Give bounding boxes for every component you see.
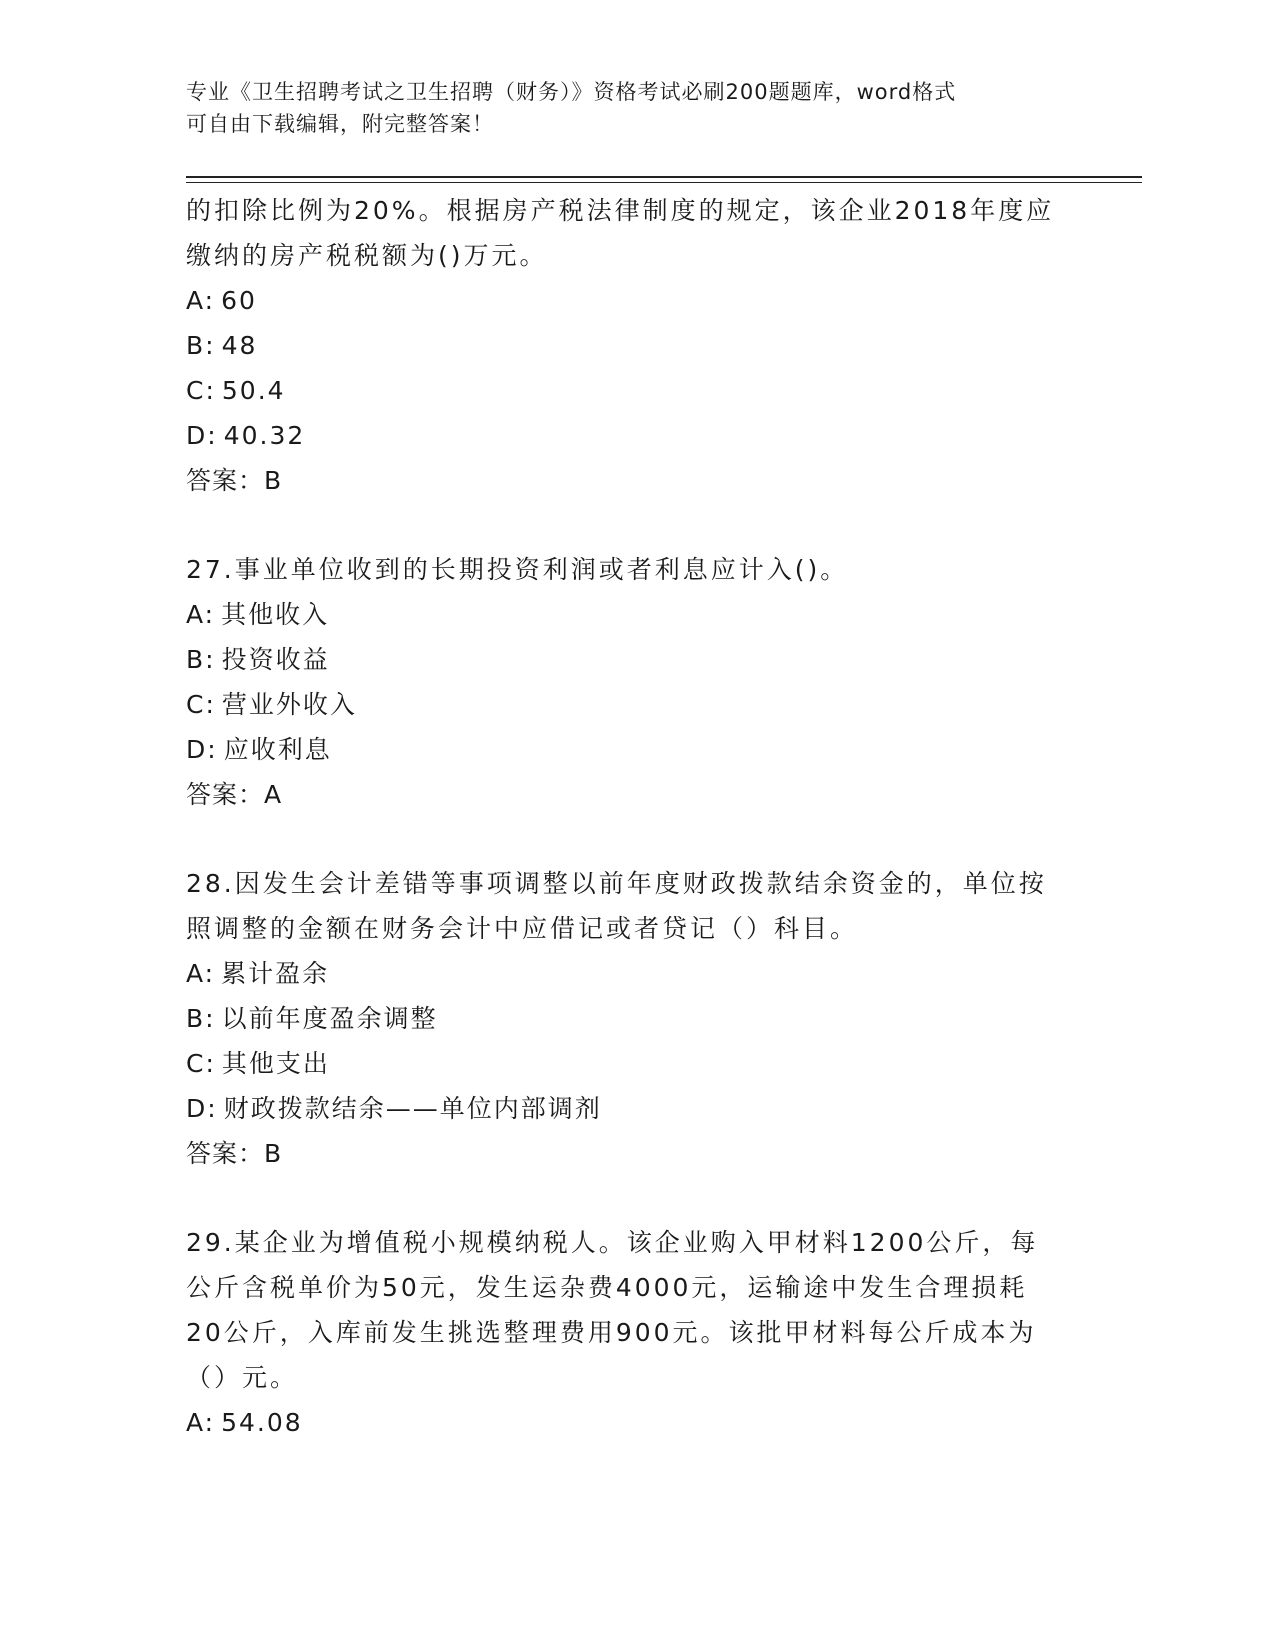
question-text-line: 20公斤，入库前发生挑选整理费用900元。该批甲材料每公斤成本为 bbox=[186, 1318, 1037, 1347]
option-a: A: 其他收入 bbox=[186, 600, 330, 629]
question-text-line: 的扣除比例为20%。根据房产税法律制度的规定，该企业2018年度应 bbox=[186, 196, 1055, 225]
option-d: D: 40.32 bbox=[186, 421, 306, 450]
option-d: D: 应收利息 bbox=[186, 735, 332, 764]
option-a: A: 54.08 bbox=[186, 1408, 303, 1437]
option-c: C: 其他支出 bbox=[186, 1049, 330, 1078]
question-text-line: 27.事业单位收到的长期投资利润或者利息应计入()。 bbox=[186, 555, 849, 584]
answer-label: 答案：B bbox=[186, 466, 283, 495]
question-29 bbox=[186, 1220, 1086, 1445]
option-b: B: 48 bbox=[186, 331, 258, 360]
header-title-line-1: 专业《卫生招聘考试之卫生招聘（财务）》资格考试必刷200题题库，word格式 bbox=[186, 80, 957, 104]
answer-label: 答案：B bbox=[186, 1139, 283, 1168]
question-list bbox=[186, 188, 1086, 1445]
option-c: C: 50.4 bbox=[186, 376, 286, 405]
answer-label: 答案：A bbox=[186, 780, 283, 809]
option-b: B: 以前年度盈余调整 bbox=[186, 1004, 438, 1033]
question-text-line: 29.某企业为增值税小规模纳税人。该企业购入甲材料1200公斤，每 bbox=[186, 1228, 1039, 1257]
question-text-line: 公斤含税单价为50元，发生运杂费4000元，运输途中发生合理损耗 bbox=[186, 1273, 1028, 1302]
header-title-line-2: 可自由下载编辑，附完整答案！ bbox=[186, 112, 494, 136]
option-a: A: 累计盈余 bbox=[186, 959, 330, 988]
question-text-line: （）元。 bbox=[186, 1363, 299, 1392]
question-27 bbox=[186, 547, 1086, 817]
option-b: B: 投资收益 bbox=[186, 645, 330, 674]
option-d: D: 财政拨款结余——单位内部调剂 bbox=[186, 1094, 602, 1123]
question-text-line: 缴纳的房产税税额为()万元。 bbox=[186, 241, 548, 270]
question-text-line: 28.因发生会计差错等事项调整以前年度财政拨款结余资金的，单位按 bbox=[186, 869, 1047, 898]
header-divider-thin bbox=[186, 182, 1142, 183]
question-text-line: 照调整的金额在财务会计中应借记或者贷记（）科目。 bbox=[186, 914, 859, 943]
option-a: A: 60 bbox=[186, 286, 257, 315]
document-header bbox=[186, 76, 1066, 140]
option-c: C: 营业外收入 bbox=[186, 690, 357, 719]
question-26 bbox=[186, 188, 1086, 503]
question-28 bbox=[186, 861, 1086, 1176]
header-divider-thick bbox=[186, 176, 1142, 178]
